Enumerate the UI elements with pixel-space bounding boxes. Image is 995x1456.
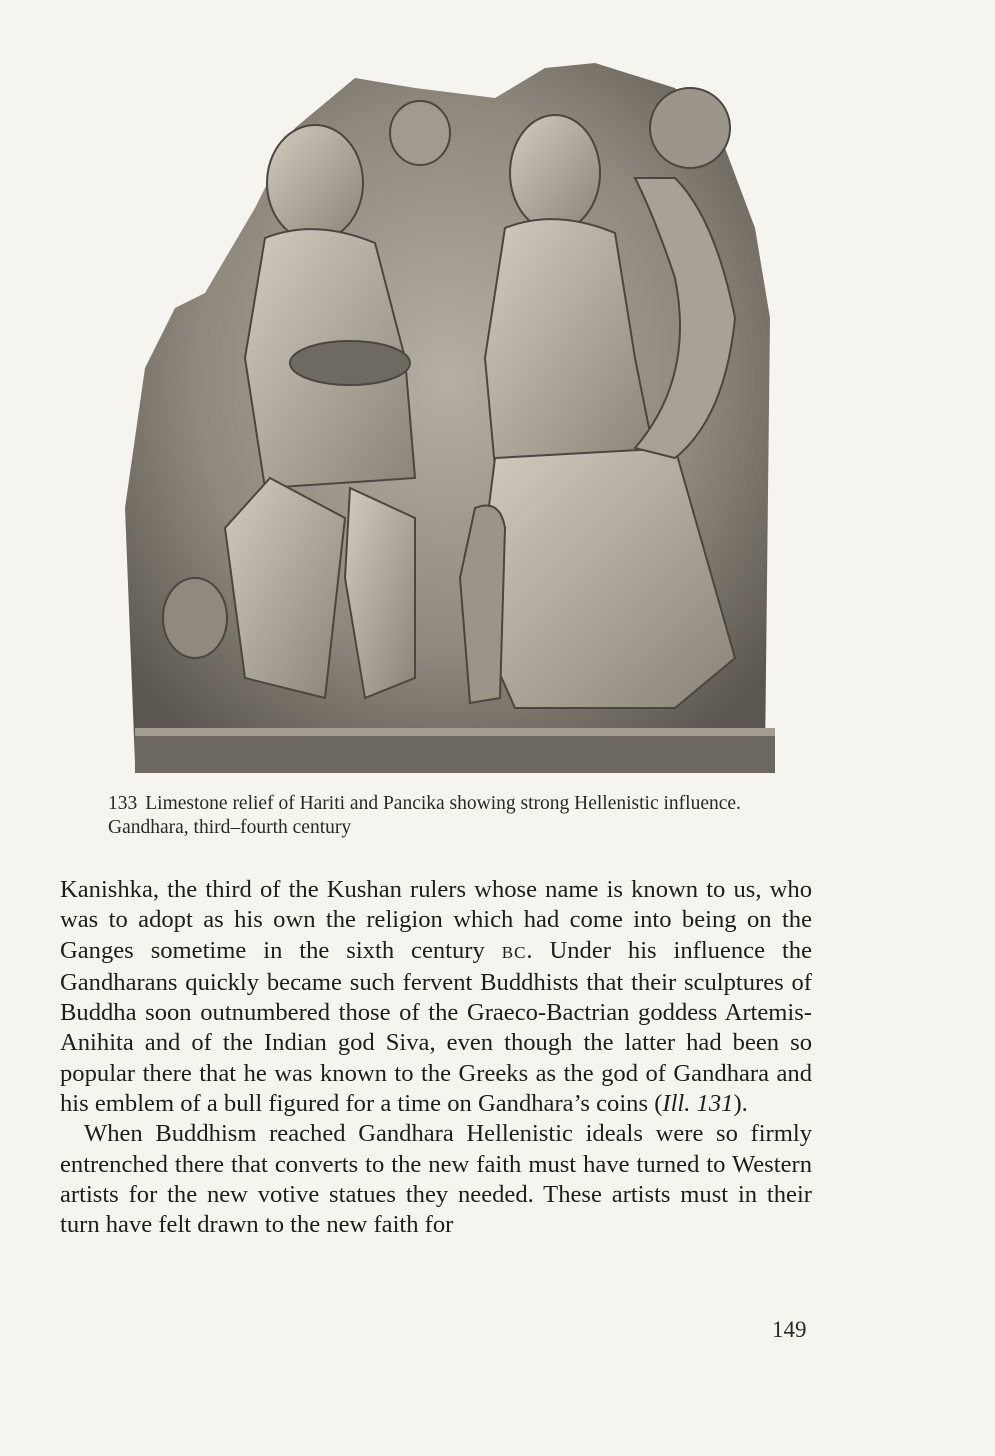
relief-photograph [115, 58, 780, 778]
era-abbreviation: BC [501, 942, 527, 962]
figure-number: 133 [108, 793, 138, 814]
illustration-reference: Ill. 131 [662, 1090, 734, 1118]
paragraph-2: When Buddhism reached Gandhara Hellenistic ideals were so firmly entrenched there that converts to the new faith must have turned to Western artists for the new votive statues they needed. These artists must in their turn have felt drawn to the new faith for [60, 1120, 812, 1239]
body-text [60, 875, 812, 1241]
paragraph-1: Kanishka, the third of the Kushan rulers whose name is known to us, who was to adopt as his own the religion which had come into being on the Ganges sometime in the sixth century BC. Under his influence the Gandharans quickly became such fervent Buddhists that their sculptures of Buddha soon outnumbered those of the Graeco-Bactrian goddess Artemis-Anihita and of the Indian god Siva, even though the latter had been so popular there that he was known to the Greeks as the god of Gandhara and his emblem of a bull figured for a time on Gandhara’s coins (Ill. 131). [60, 876, 812, 1118]
figure-caption [108, 792, 808, 840]
page-number: 149 [772, 1317, 807, 1342]
caption-text: Limestone relief of Hariti and Pancika showing strong Hellenistic influence. Gandhara, third–fourth century [108, 793, 741, 838]
